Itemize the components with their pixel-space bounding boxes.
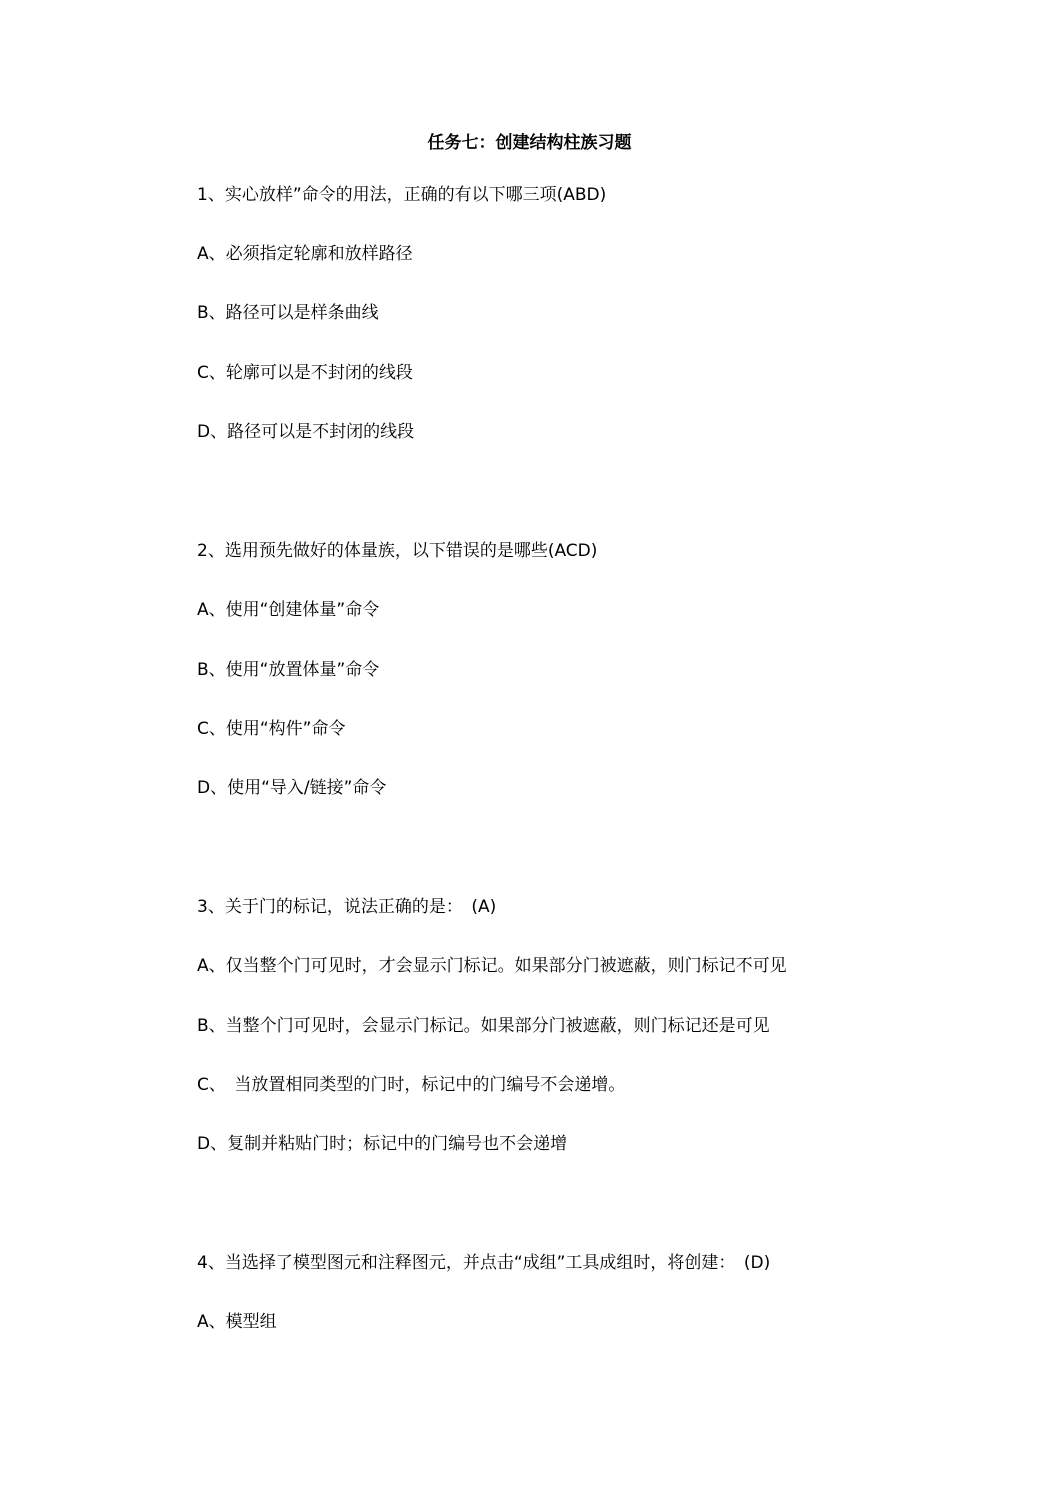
question-3-stem: 3、关于门的标记，说法正确的是： (A) bbox=[197, 897, 497, 917]
question-1-option-d: D、路径可以是不封闭的线段 bbox=[197, 422, 415, 442]
question-3-option-a: A、仅当整个门可见时，才会显示门标记。如果部分门被遮蔽，则门标记不可见 bbox=[197, 956, 787, 976]
question-2-option-c: C、使用“构件”命令 bbox=[197, 719, 346, 739]
question-1-option-c: C、轮廓可以是不封闭的线段 bbox=[197, 363, 413, 383]
question-2-stem: 2、选用预先做好的体量族，以下错误的是哪些(ACD) bbox=[197, 541, 598, 561]
question-3-option-c: C、 当放置相同类型的门时，标记中的门编号不会递增。 bbox=[197, 1075, 626, 1095]
question-1-option-a: A、必须指定轮廓和放样路径 bbox=[197, 244, 413, 264]
page-title: 任务七：创建结构柱族习题 bbox=[427, 133, 632, 153]
question-2-option-b: B、使用“放置体量”命令 bbox=[197, 660, 380, 680]
question-1-stem: 1、实心放样”命令的用法，正确的有以下哪三项(ABD) bbox=[197, 185, 607, 205]
question-1-option-b: B、路径可以是样条曲线 bbox=[197, 303, 379, 323]
question-3-option-b: B、当整个门可见时，会显示门标记。如果部分门被遮蔽，则门标记还是可见 bbox=[197, 1016, 770, 1036]
question-2-option-a: A、使用“创建体量”命令 bbox=[197, 600, 380, 620]
question-4-stem: 4、当选择了模型图元和注释图元，并点击“成组”工具成组时，将创建： (D) bbox=[197, 1253, 771, 1273]
question-2-option-d: D、使用“导入/链接”命令 bbox=[197, 778, 387, 798]
question-4-option-a: A、模型组 bbox=[197, 1312, 277, 1332]
question-3-option-d: D、复制并粘贴门时；标记中的门编号也不会递增 bbox=[197, 1134, 568, 1154]
